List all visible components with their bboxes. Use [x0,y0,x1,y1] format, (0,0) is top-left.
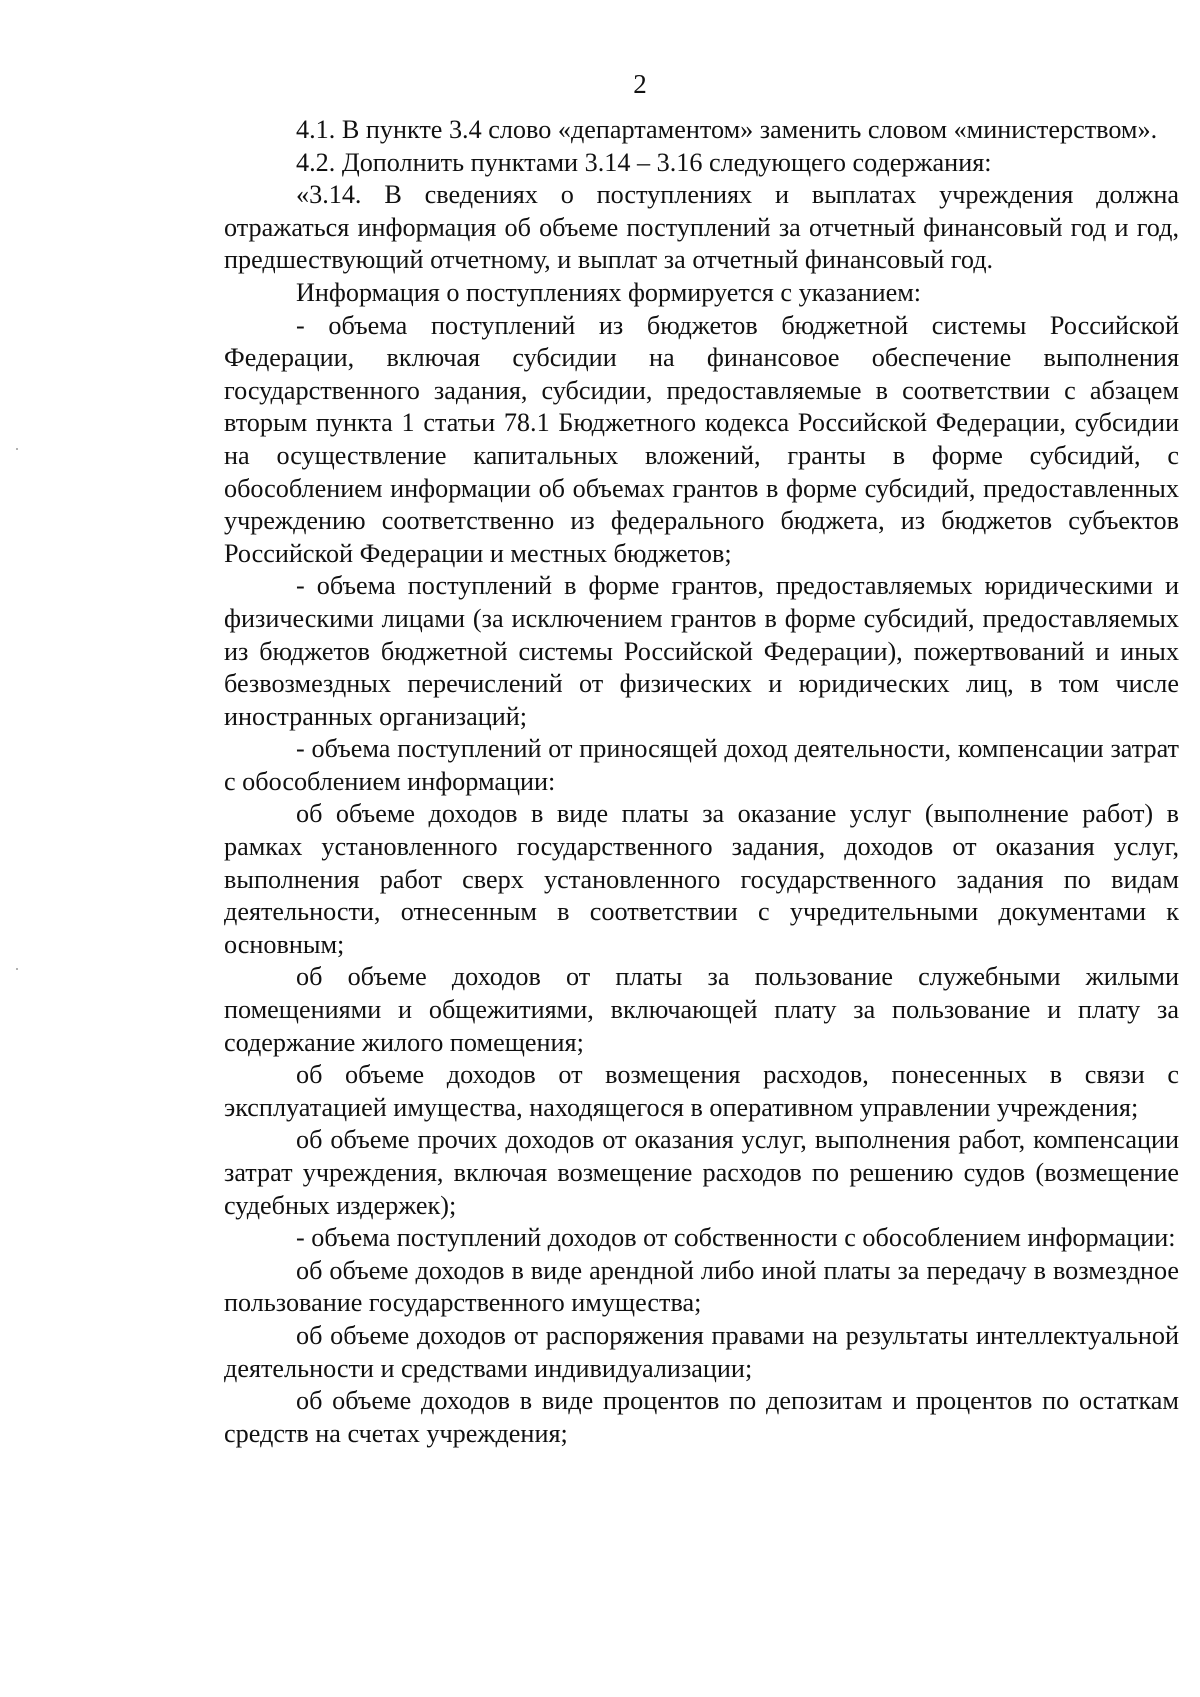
paragraph-deposit-interest: об объеме доходов в виде процентов по депозитам и процентов по остаткам средств на счетах учреждения; [224,1386,1179,1448]
page-number: 2 [633,69,647,99]
paragraph-service-fees: об объеме доходов в виде платы за оказание услуг (выполнение работ) в рамках установленного государственного задания, доходов от оказания услуг, выполнения работ сверх установленного государственного задания по видам деятельности, отнесенным в соответствии с учредительными документами к основным; [224,799,1179,959]
paragraph-other-income: об объеме прочих доходов от оказания услуг, выполнения работ, компенсации затрат учреждения, включая возмещение расходов по решению судов (возмещение судебных издержек); [224,1125,1179,1220]
paragraph-4-2: 4.2. Дополнить пунктами 3.14 – 3.16 следующего содержания: [296,147,992,177]
list-item-grants-income: - объема поступлений в форме грантов, предоставляемых юридическими и физическими лицами (за исключением грантов в форме субсидий, предоставляемых из бюджетов бюджетной системы Российской Федерации), пожертвований и иных безвозмездных перечислений от физических и юридических лиц, в том числе иностранных организаций; [224,571,1179,731]
paragraph-4-1: 4.1. В пункте 3.4 слово «департаментом» заменить словом «министерством». [296,115,1158,144]
paragraph-income-info: Информация о поступлениях формируется с указанием: [296,277,922,307]
paragraph-property-expenses: об объеме доходов от возмещения расходов, понесенных в связи с эксплуатацией имущества, находящегося в оперативном управлении учреждения; [224,1060,1179,1122]
margin-speck [16,968,18,970]
list-item-property-income: - объема поступлений доходов от собственности с обособлением информации: [296,1223,1176,1253]
list-item-business-income: - объема поступлений от приносящей доход деятельности, компенсации затрат с обособлением информации: [224,734,1179,796]
margin-speck [16,448,18,450]
paragraph-housing-fees: об объеме доходов от платы за пользование служебными жилыми помещениями и общежитиями, включающей плату за пользование и плату за содержание жилого помещения; [224,962,1179,1057]
paragraph-ip-rights-income: об объеме доходов от распоряжения правами на результаты интеллектуальной деятельности и средствами индивидуализации; [224,1320,1179,1383]
document-body [224,114,1179,1450]
paragraph-rent-income: об объеме доходов в виде арендной либо иной платы за передачу в возмездное пользование государственного имущества; [224,1255,1179,1318]
paragraph-3-14: «3.14. В сведениях о поступлениях и выплатах учреждения должна отражаться информация об объеме поступлений за отчетный финансовый год и год, предшествующий отчетному, и выплат за отчетный финансовый год. [224,180,1179,275]
list-item-budget-income: - объема поступлений из бюджетов бюджетной системы Российской Федерации, включая субсидии на финансовое обеспечение выполнения государственного задания, субсидии, предоставляемые в соответствии с абзацем вторым пункта 1 статьи 78.1 Бюджетного кодекса Российской Федерации, субсидии на осуществление капитальных вложений, гранты в форме субсидий, с обособлением информации об объемах грантов в форме субсидий, предоставленных учреждению соответственно из федерального бюджета, из бюджетов субъектов Российской Федерации и местных бюджетов; [224,310,1179,568]
